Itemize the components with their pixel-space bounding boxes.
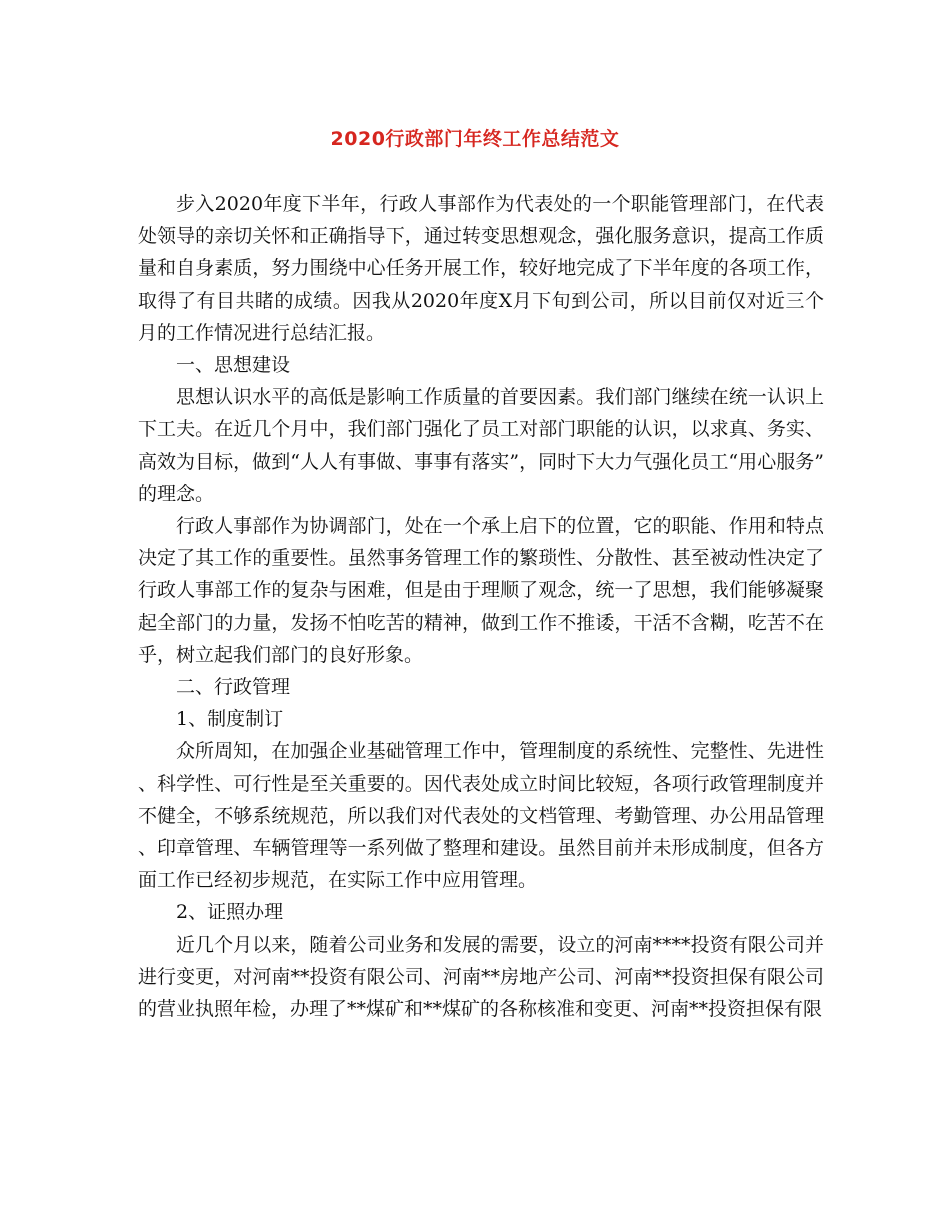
- document-title: 2020行政部门年终工作总结范文: [330, 128, 620, 150]
- paragraph-ideology-2: 行政人事部作为协调部门，处在一个承上启下的位置，它的职能、作用和特点决定了其工作的重要性。虽然事务管理工作的繁琐性、分散性、甚至被动性决定了行政人事部工作的复杂与困难，但是由于理顺了观念，统一了思想，我们能够凝聚起全部门的力量，发扬不怕吃苦的精神，做到工作不推诿，干活不含糊，吃苦不在乎，树立起我们部门的良好形象。: [138, 515, 824, 666]
- paragraph-rules: 众所周知，在加强企业基础管理工作中，管理制度的系统性、完整性、先进性、科学性、可行性是至关重要的。因代表处成立时间比较短，各项行政管理制度并不健全，不够系统规范，所以我们对代表处的文档管理、考勤管理、办公用品管理、印章管理、车辆管理等一系列做了整理和建设。虽然目前并未形成制度，但各方面工作已经初步规范，在实际工作中应用管理。: [138, 740, 824, 892]
- subheading-licenses: 2、证照办理: [176, 901, 284, 924]
- paragraph-intro: 步入2020年度下半年，行政人事部作为代表处的一个职能管理部门，在代表处领导的亲切关怀和正确指导下，通过转变思想观念，强化服务意识，提高工作质量和自身素质，努力围绕中心任务开展工作，较好地完成了下半年度的各项工作，取得了有目共睹的成绩。因我从2020年度X月下旬到公司，所以目前仅对近三个月的工作情况进行总结汇报。: [138, 193, 824, 344]
- document-body: [138, 188, 824, 1025]
- heading-ideology-building: 一、思想建设: [176, 354, 291, 377]
- subheading-rules: 1、制度制订: [176, 708, 284, 731]
- paragraph-ideology-1: 思想认识水平的高低是影响工作质量的首要因素。我们部门继续在统一认识上下工夫。在近几个月中，我们部门强化了员工对部门职能的认识，以求真、务实、高效为目标，做到“人人有事做、事事有落实”，同时下大力气强化员工“用心服务”的理念。: [138, 386, 824, 505]
- heading-administration: 二、行政管理: [176, 676, 291, 699]
- paragraph-licenses: 近几个月以来，随着公司业务和发展的需要，设立的河南****投资有限公司并进行变更，对河南**投资有限公司、河南**房地产公司、河南**投资担保有限公司的营业执照年检，办理了**煤矿和**煤矿的各称核准和变更、河南**投资担保有限: [138, 933, 824, 1021]
